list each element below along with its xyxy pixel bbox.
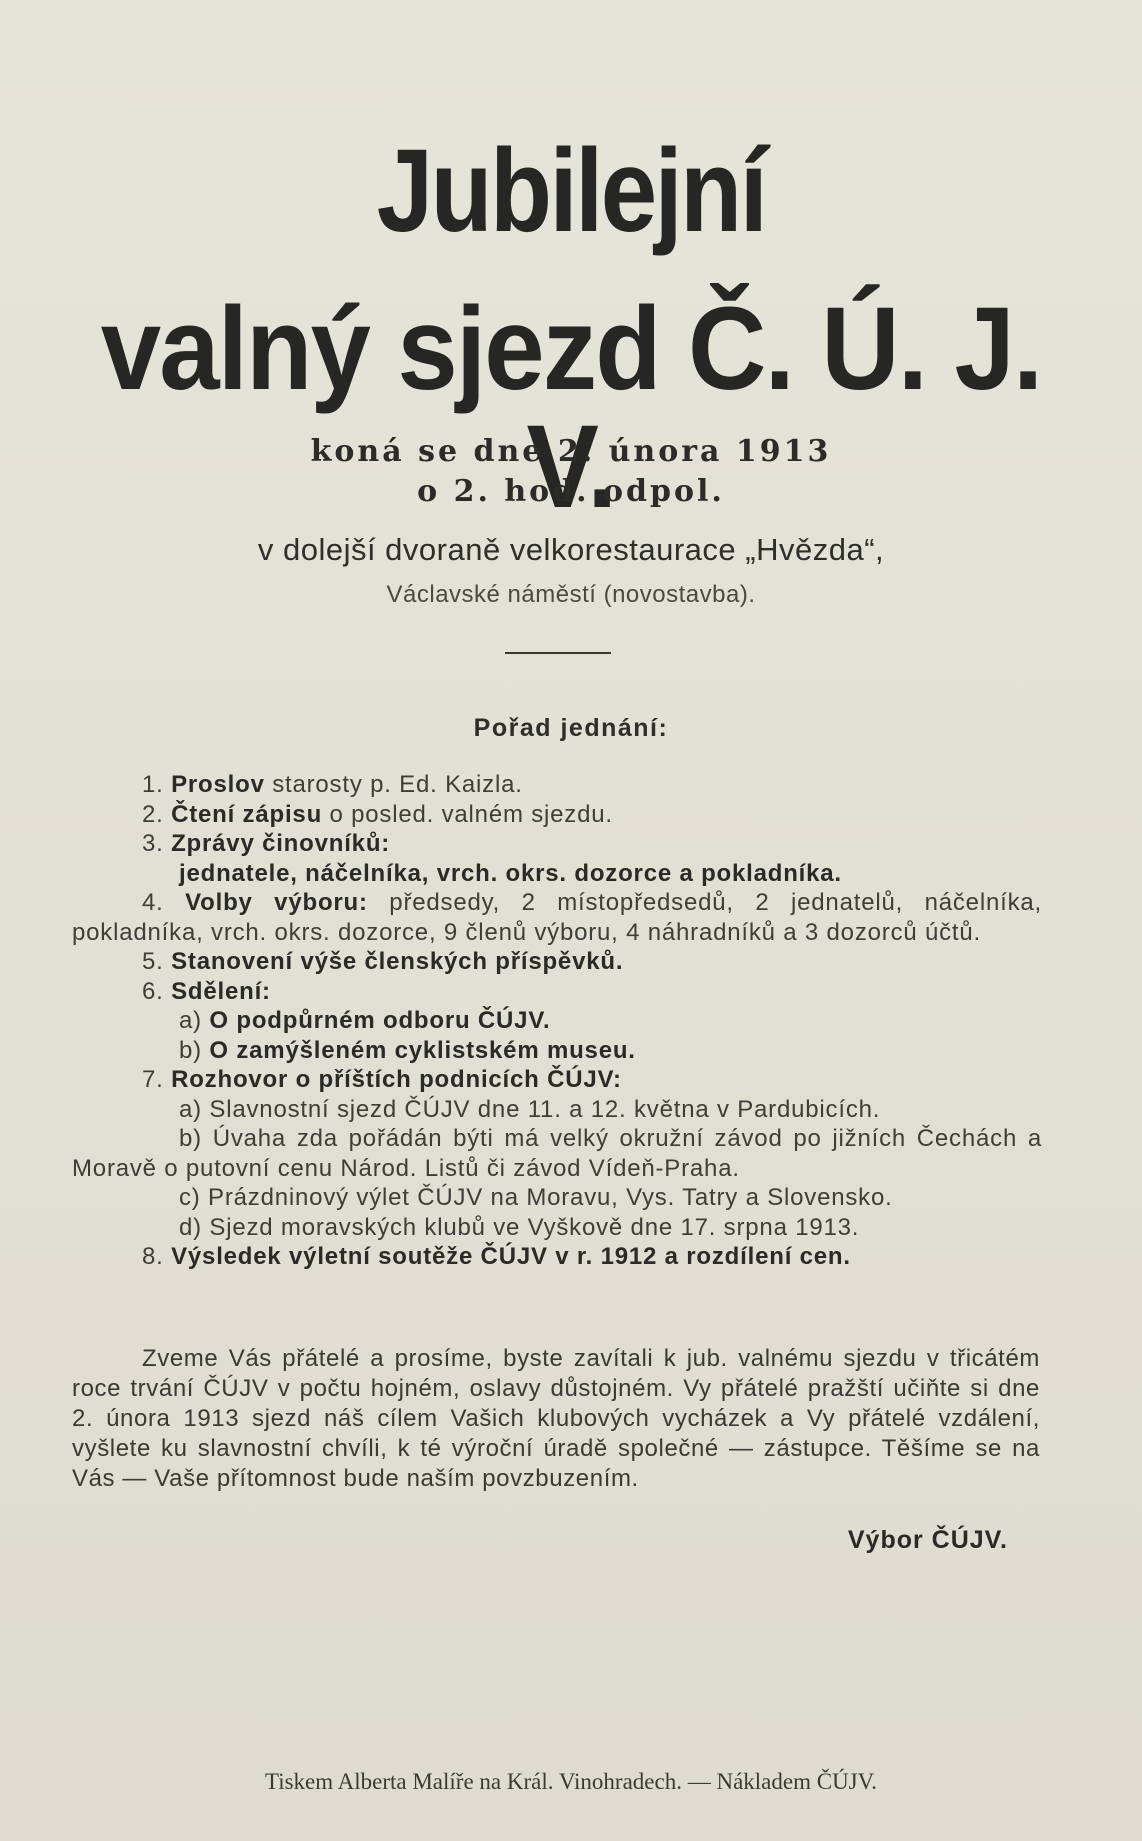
agenda-item-bold: Volby výboru: (185, 889, 368, 916)
venue-line: v dolejší dvoraně velkorestaurace „Hvězda“, (257, 532, 885, 567)
agenda-item-bold: Stanovení výše členských příspěvků. (171, 948, 624, 975)
agenda-subitem-label: a) (179, 1007, 202, 1034)
agenda-subitem-text: O zamýšleném cyklistském museu. (209, 1036, 636, 1064)
agenda-item-7 (72, 1065, 1042, 1095)
title-line-2: valný sjezd Č. Ú. J. V. (100, 283, 1042, 533)
agenda-item-7d: d) Sjezd moravských klubů ve Vyškově dne 17. srpna 1913. (179, 1213, 860, 1241)
agenda-item-3-sub: jednatele, náčelníka, vrch. okrs. dozorce a pokladníka. (179, 859, 842, 887)
agenda-item-number: 3. (142, 830, 164, 857)
agenda-item-8 (72, 1242, 1042, 1272)
agenda-item-6 (72, 977, 1042, 1007)
date-line-2: o 2. hod. odpol. (417, 474, 725, 509)
agenda-item-2 (72, 800, 1042, 830)
agenda-item-text: o posled. valném sjezdu. (322, 800, 613, 828)
agenda-subitem-label: b) (179, 1036, 202, 1064)
agenda-heading: Pořad jednání: (473, 714, 669, 742)
agenda-item-text: předsedy, 2 místopředsedů, 2 jednatelů, náčelníka, pokladníka, vrch. okrs. dozorce, 9 členů výboru, 4 náhradníků a 3 dozorců účtů. (72, 889, 1042, 946)
agenda-item-number: 4. (142, 889, 164, 916)
divider-rule (505, 652, 611, 654)
agenda-item-bold: Rozhovor o příštích podnicích ČÚJV: (171, 1066, 622, 1093)
agenda-item-number: 5. (142, 948, 164, 975)
address-line: Václavské náměstí (novostavba). (386, 581, 756, 608)
date-line-1: koná se dne 2. února 1913 (310, 434, 832, 469)
printer-footer: Tiskem Alberta Malíře na Král. Vinohradech. — Nákladem ČÚJV. (264, 1769, 878, 1794)
agenda-item-7c: c) Prázdninový výlet ČÚJV na Moravu, Vys. Tatry a Slovensko. (179, 1184, 893, 1211)
agenda-item-bold: Sdělení: (171, 977, 271, 1005)
agenda-item-bold: Zprávy činovníků: (171, 830, 391, 857)
agenda-item-number: 8. (142, 1243, 164, 1270)
agenda-subitem-text: O podpůrném odboru ČÚJV. (209, 1007, 551, 1034)
invitation-paragraph: Zveme Vás přátelé a prosíme, byste zavítali k jub. valnému sjezdu v třicátém roce trvání ČÚJV v počtu hojném, oslavy důstojném. Vy přátelé pražští učiňte si dne 2. února 1913 sjezd náš cílem Vašich klubových vycházek a Vy přátelé vzdálení, vyšlete ku slavnostní chvíli, k té výroční úradě společné — zástupce. Těšíme se na Vás — Vaše přítomnost bude naším povzbuzením. (72, 1345, 1040, 1492)
agenda-item-number: 2. (142, 800, 164, 828)
title-line-1: Jubilejní (376, 125, 766, 257)
agenda-item-number: 6. (142, 977, 164, 1005)
agenda-item-bold: Proslov (171, 771, 265, 798)
agenda-item-4 (72, 888, 1042, 947)
agenda-item-7b: b) Úvaha zda pořádán býti má velký okružní závod po jižních Čechách a Moravě o putovní cenu Národ. Listů či závod Vídeň-Praha. (72, 1125, 1042, 1182)
agenda-item-7a: a) Slavnostní sjezd ČÚJV dne 11. a 12. května v Pardubicích. (179, 1095, 881, 1123)
agenda-list (72, 770, 1042, 1272)
agenda-item-3 (72, 829, 1042, 859)
agenda-item-number: 7. (142, 1066, 164, 1093)
agenda-item-6a (72, 1006, 1042, 1036)
agenda-item-bold: Čtení zápisu (171, 800, 323, 828)
agenda-item-number: 1. (142, 771, 164, 798)
agenda-item-text: starosty p. Ed. Kaizla. (264, 771, 523, 798)
agenda-item-6b (72, 1036, 1042, 1066)
agenda-item-1 (72, 770, 1042, 800)
agenda-item-5 (72, 947, 1042, 977)
signature: Výbor ČÚJV. (847, 1526, 1008, 1554)
agenda-item-bold: Výsledek výletní soutěže ČÚJV v r. 1912 a rozdílení cen. (171, 1243, 851, 1270)
